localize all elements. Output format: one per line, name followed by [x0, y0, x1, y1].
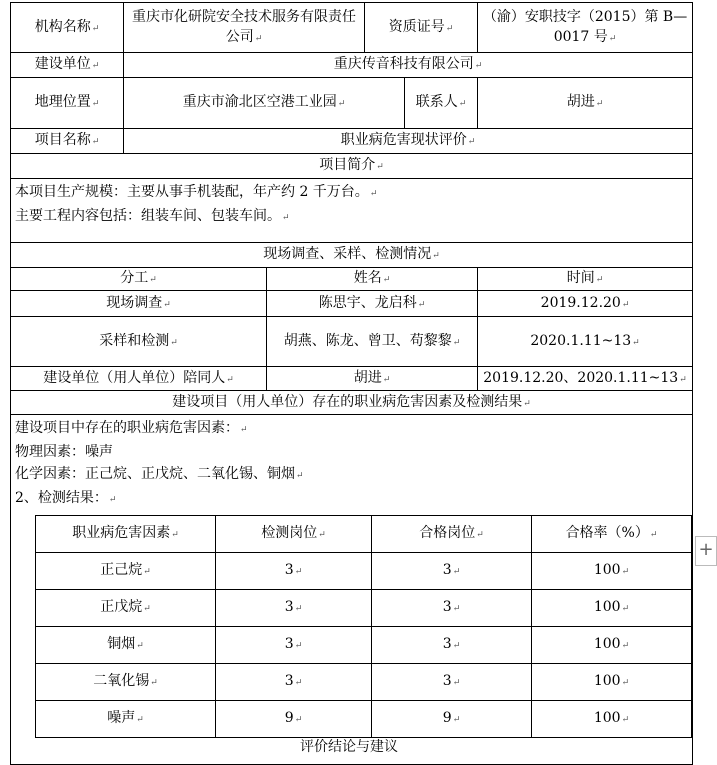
org-value: 重庆市化研院安全技术服务有限责任公司 ↵	[124, 3, 365, 53]
location-value: 重庆市渝北区空港工业园 ↵	[124, 78, 405, 129]
contact-value: 胡进 ↵	[478, 78, 693, 129]
result-cell: 3 ↵	[216, 664, 372, 701]
survey-cell: 陈思宇、龙启科 ↵	[267, 291, 478, 317]
result-cell: 正戊烷 ↵	[36, 590, 216, 627]
result-header: 合格率（%） ↵	[532, 516, 692, 553]
result-cell: 正己烷 ↵	[36, 553, 216, 590]
result-row	[36, 627, 692, 664]
result-row	[36, 553, 692, 590]
result-row	[36, 590, 692, 627]
intro-title: 项目简介 ↵	[11, 154, 693, 179]
result-cell: 3 ↵	[372, 553, 532, 590]
hazard-line: 物理因素：噪声	[15, 444, 113, 460]
result-header: 合格岗位 ↵	[372, 516, 532, 553]
info-table	[10, 2, 693, 765]
add-row-handle[interactable]: +	[695, 536, 717, 566]
location-label: 地理位置 ↵	[11, 78, 124, 129]
client-value: 重庆传音科技有限公司 ↵	[124, 53, 693, 78]
cert-label: 资质证号 ↵	[365, 3, 478, 53]
result-table	[35, 515, 692, 738]
intro-line: 本项目生产规模：主要从事手机装配，年产约 2 千万台。 ↵	[15, 181, 688, 205]
survey-cell: 2020.1.11~13 ↵	[478, 317, 693, 367]
result-row	[36, 701, 692, 738]
project-value: 职业病危害现状评价 ↵	[124, 129, 693, 154]
hazard-line: 建设项目中存在的职业病危害因素： ↵	[15, 417, 688, 441]
survey-cell: 胡燕、陈龙、曾卫、苟黎黎 ↵	[267, 317, 478, 367]
result-cell: 100 ↵	[532, 701, 692, 738]
result-cell: 9 ↵	[372, 701, 532, 738]
survey-header: 分工 ↵	[11, 268, 267, 291]
result-cell: 噪声 ↵	[36, 701, 216, 738]
survey-cell: 建设单位（用人单位）陪同人 ↵	[11, 367, 267, 391]
intro-body	[11, 179, 693, 243]
result-cell: 3 ↵	[372, 627, 532, 664]
survey-header: 姓名 ↵	[267, 268, 478, 291]
org-label: 机构名称 ↵	[11, 3, 124, 53]
result-cell: 100 ↵	[532, 553, 692, 590]
hazard-line: 2、检测结果： ↵	[15, 487, 688, 511]
report-form	[10, 2, 692, 765]
hazard-title: 建设项目（用人单位）存在的职业病危害因素及检测结果 ↵	[11, 391, 693, 415]
survey-cell: 采样和检测 ↵	[11, 317, 267, 367]
result-cell: 铜烟 ↵	[36, 627, 216, 664]
result-row	[36, 664, 692, 701]
conclusion-title-partial: 评价结论与建议	[300, 739, 398, 755]
hazard-body	[11, 415, 693, 765]
result-cell: 100 ↵	[532, 664, 692, 701]
result-cell: 3 ↵	[216, 627, 372, 664]
result-cell: 9 ↵	[216, 701, 372, 738]
survey-cell: 2019.12.20 ↵	[478, 291, 693, 317]
result-cell: 3 ↵	[372, 590, 532, 627]
result-cell: 二氧化锡 ↵	[36, 664, 216, 701]
hazard-line: 化学因素：正己烷、正戊烷、二氧化锡、铜烟 ↵	[15, 463, 688, 487]
project-label: 项目名称 ↵	[11, 129, 124, 154]
survey-cell: 现场调查 ↵	[11, 291, 267, 317]
result-cell: 100 ↵	[532, 590, 692, 627]
cert-value: （渝）安职技字（2015）第 B—0017 号 ↵	[478, 3, 693, 53]
survey-cell: 2019.12.20、2020.1.11~13 ↵	[478, 367, 693, 391]
contact-label: 联系人 ↵	[405, 78, 478, 129]
intro-line: 主要工程内容包括：组装车间、包装车间。 ↵	[15, 205, 688, 229]
client-label: 建设单位 ↵	[11, 53, 124, 78]
result-cell: 3 ↵	[372, 664, 532, 701]
survey-cell: 胡进 ↵	[267, 367, 478, 391]
survey-header: 时间 ↵	[478, 268, 693, 291]
survey-title: 现场调查、采样、检测情况 ↵	[11, 243, 693, 268]
result-cell: 3 ↵	[216, 590, 372, 627]
result-header: 职业病危害因素 ↵	[36, 516, 216, 553]
result-cell: 3 ↵	[216, 553, 372, 590]
result-cell: 100 ↵	[532, 627, 692, 664]
result-header: 检测岗位 ↵	[216, 516, 372, 553]
